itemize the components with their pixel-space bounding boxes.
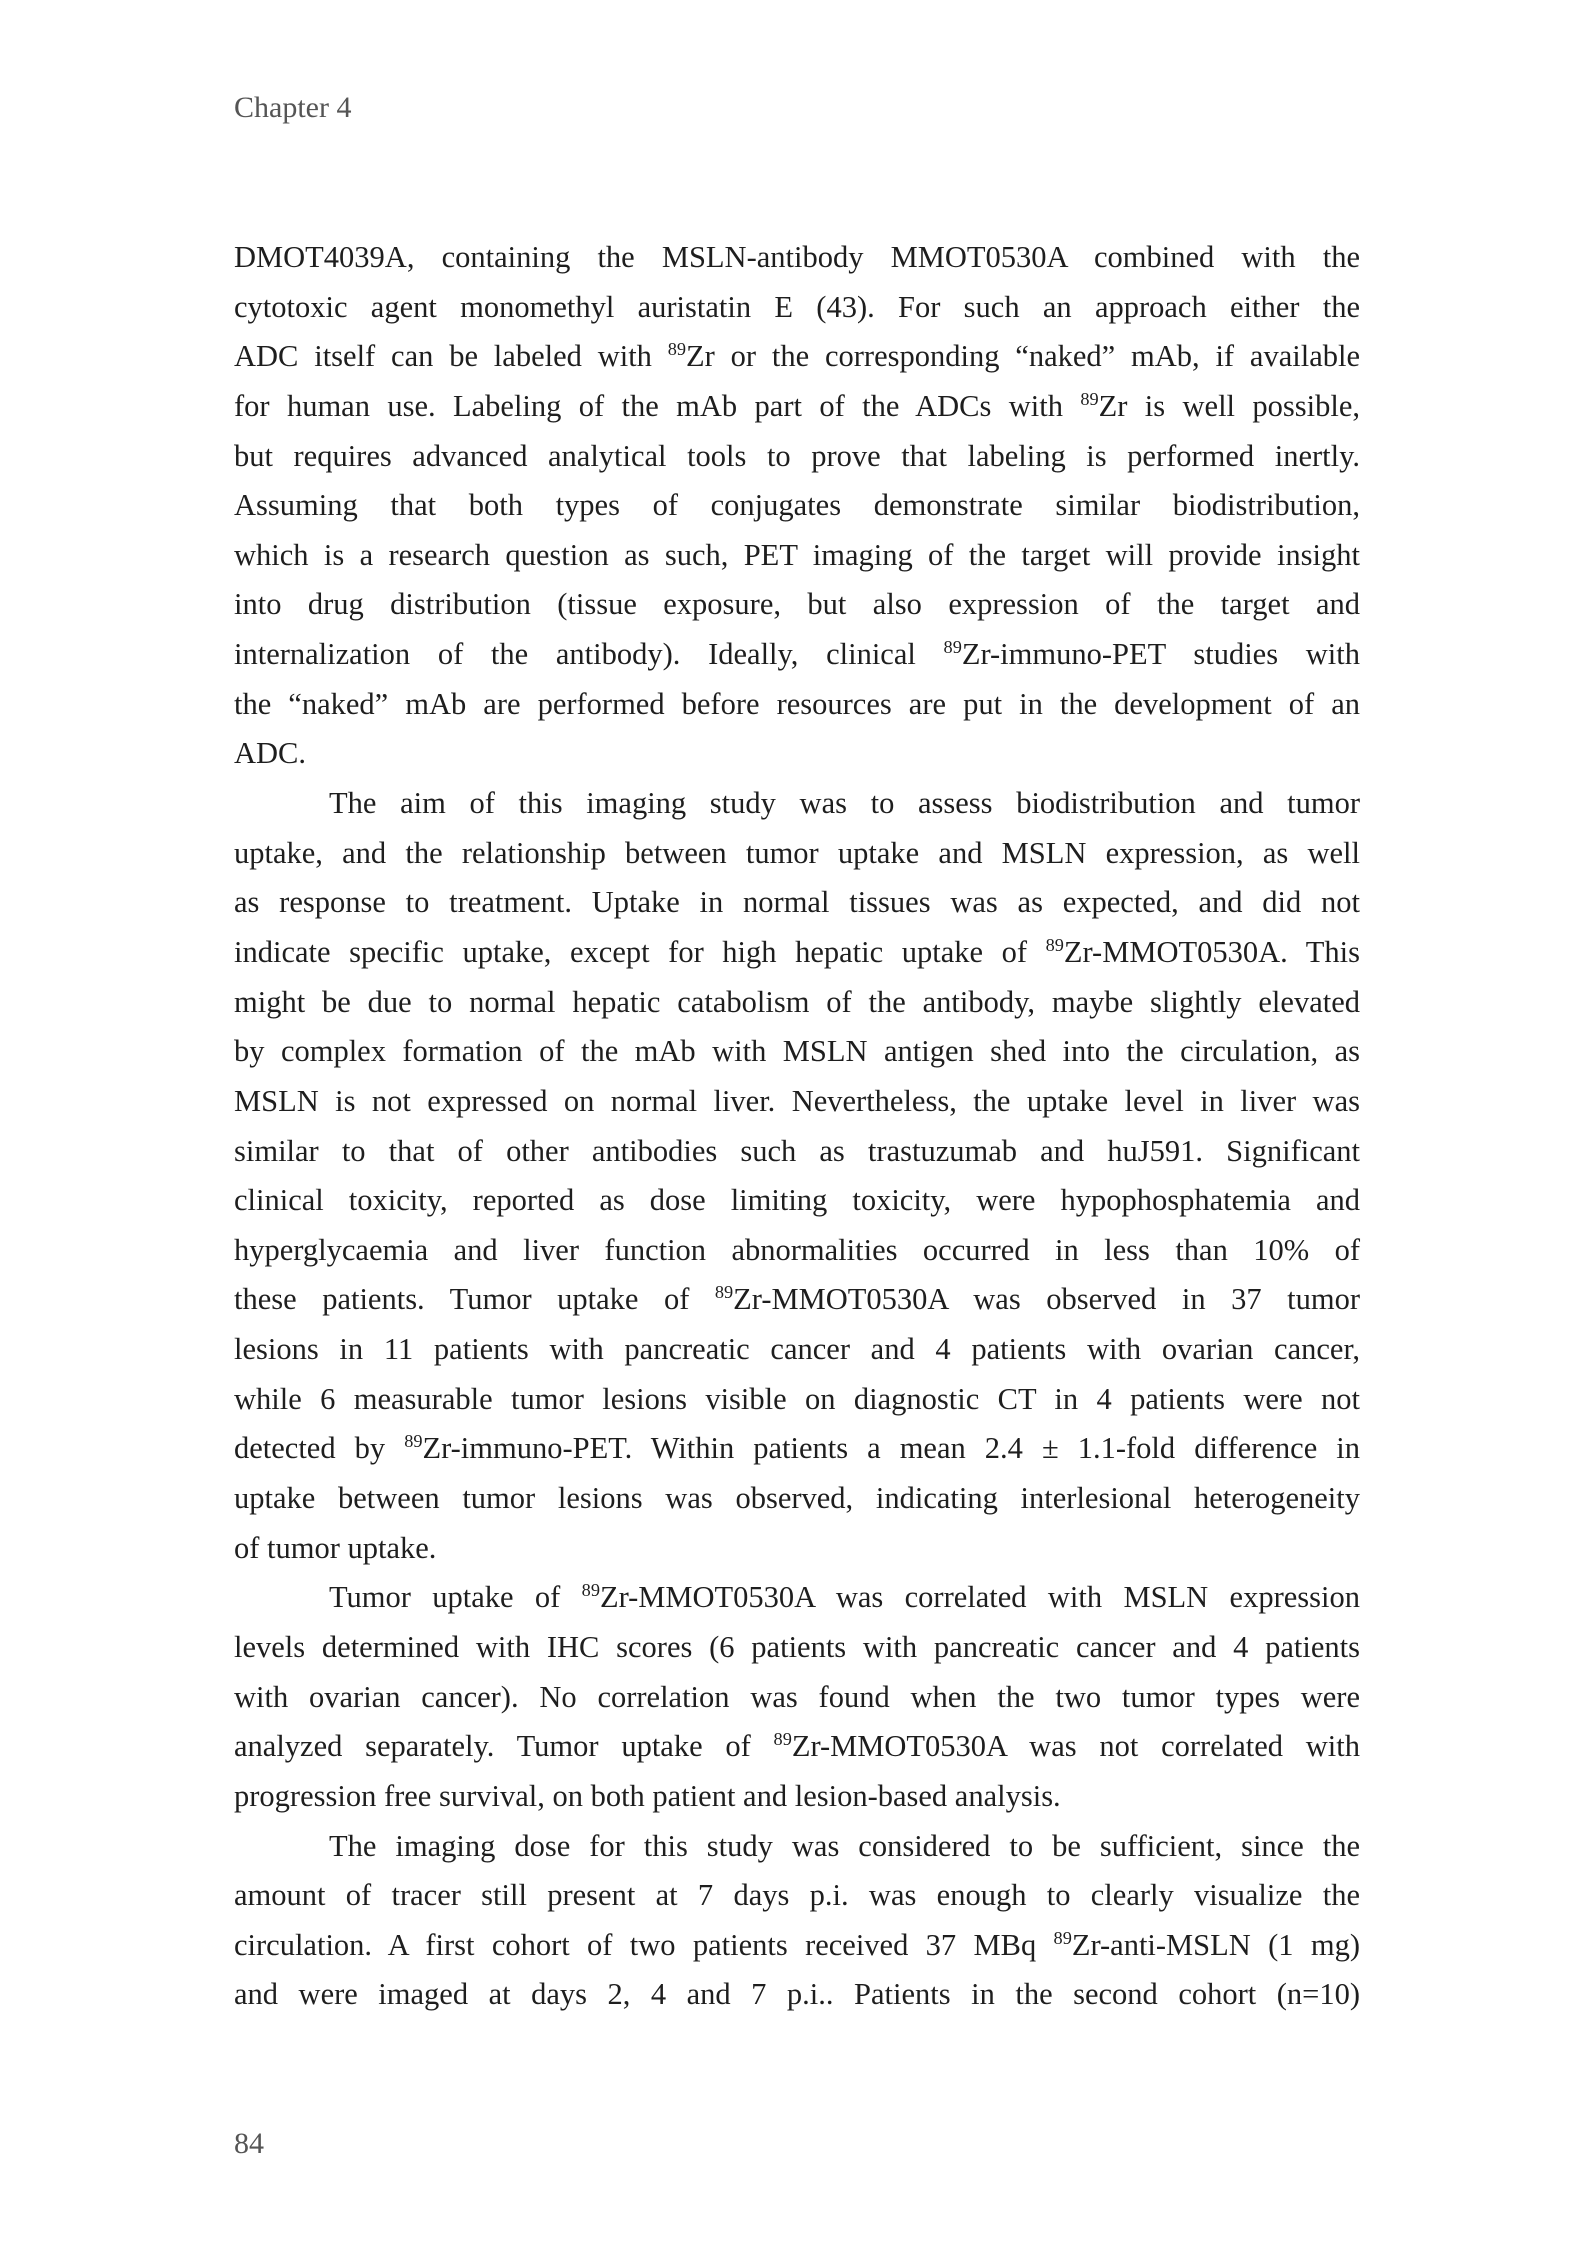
running-header: Chapter 4 [234, 91, 352, 124]
text-line: levels determined with IHC scores (6 patients with pancreatic cancer and 4 patients [234, 1629, 1360, 1664]
paragraph [234, 779, 1360, 1573]
isotope-superscript: 89 [404, 1431, 423, 1452]
text-line: while 6 measurable tumor lesions visible on diagnostic CT in 4 patients were not [234, 1381, 1360, 1416]
text-line: into drug distribution (tissue exposure, but also expression of the target and [234, 587, 1360, 622]
paragraph [234, 1573, 1360, 1821]
text-line: these patients. Tumor uptake of $^{89}$Zr-MMOT0530A was observed in 37 tumor [234, 1282, 1360, 1317]
text-line: with ovarian cancer). No correlation was found when the two tumor types were [234, 1679, 1360, 1714]
text-line: clinical toxicity, reported as dose limiting toxicity, were hypophosphatemia and [234, 1183, 1360, 1218]
text-line: as response to treatment. Uptake in normal tissues was as expected, and did not [234, 885, 1360, 920]
text-line: circulation. A first cohort of two patients received 37 MBq $^{89}$Zr-anti-MSLN (1 mg) [234, 1927, 1360, 1962]
text-line: The aim of this imaging study was to assess biodistribution and tumor [329, 786, 1360, 821]
text-line: ADC itself can be labeled with $^{89}$Zr or the corresponding “naked” mAb, if available [234, 339, 1360, 374]
isotope-superscript: 89 [1045, 935, 1064, 955]
text-line: uptake, and the relationship between tumor uptake and MSLN expression, as well [234, 835, 1360, 870]
isotope-superscript: 89 [943, 637, 962, 658]
text-line: Assuming that both types of conjugates demonstrate similar biodistribution, [234, 488, 1360, 523]
text-line: MSLN is not expressed on normal liver. Nevertheless, the uptake level in liver was [234, 1083, 1360, 1118]
text-line: internalization of the antibody). Ideally, clinical $^{89}$Zr-immuno-PET studies with [234, 637, 1360, 672]
isotope-superscript: 89 [1080, 388, 1099, 409]
text-line: The imaging dose for this study was considered to be sufficient, since the [329, 1828, 1360, 1863]
isotope-superscript: 89 [1053, 1927, 1072, 1948]
isotope-superscript: 89 [714, 1282, 734, 1303]
text-line: analyzed separately. Tumor uptake of $^{89}$Zr-MMOT0530A was not correlated with [234, 1729, 1360, 1764]
text-line: cytotoxic agent monomethyl auristatin E (43). For such an approach either the [234, 289, 1360, 324]
isotope-superscript: 89 [667, 339, 687, 360]
text-line: the “naked” mAb are performed before resources are put in the development of an [234, 686, 1360, 721]
isotope-superscript: 89 [581, 1580, 600, 1601]
page-number: 84 [234, 2127, 264, 2160]
text-line: which is a research question as such, PET imaging of the target will provide insight [234, 537, 1360, 572]
text-line: of tumor uptake. [234, 1530, 437, 1565]
text-line: but requires advanced analytical tools to prove that labeling is performed inertly. [234, 438, 1360, 473]
paragraph [234, 233, 1360, 779]
text-line: amount of tracer still present at 7 days p.i. was enough to clearly visualize the [234, 1878, 1360, 1913]
text-line: DMOT4039A, containing the MSLN-antibody MMOT0530A combined with the [234, 240, 1360, 274]
text-line: progression free survival, on both patient and lesion-based analysis. [234, 1778, 1061, 1813]
text-line: uptake between tumor lesions was observed, indicating interlesional heterogeneity [234, 1481, 1360, 1516]
text-line: similar to that of other antibodies such as trastuzumab and huJ591. Significant [234, 1133, 1360, 1168]
text-line: for human use. Labeling of the mAb part of the ADCs with $^{89}$Zr is well possible, [234, 388, 1360, 423]
text-line: hyperglycaemia and liver function abnormalities occurred in less than 10% of [234, 1232, 1360, 1267]
text-line: lesions in 11 patients with pancreatic cancer and 4 patients with ovarian cancer, [234, 1332, 1360, 1367]
text-line: and were imaged at days 2, 4 and 7 p.i.. Patients in the second cohort (n=10) [234, 1977, 1360, 2012]
paragraph [234, 1822, 1360, 2021]
text-line: ADC. [234, 736, 307, 771]
text-line: detected by $^{89}$Zr-immuno-PET. Within patients a mean 2.4 ± 1.1-fold difference in [234, 1431, 1360, 1466]
body-text [234, 233, 1360, 2020]
isotope-superscript: 89 [773, 1729, 792, 1750]
text-line: Tumor uptake of $^{89}$Zr-MMOT0530A was correlated with MSLN expression [329, 1580, 1360, 1615]
text-line: by complex formation of the mAb with MSLN antigen shed into the circulation, as [234, 1034, 1360, 1069]
text-line: indicate specific uptake, except for high hepatic uptake of $^{89}$Zr-MMOT0530A. This [234, 934, 1360, 969]
text-line: might be due to normal hepatic catabolism of the antibody, maybe slightly elevated [234, 984, 1360, 1019]
